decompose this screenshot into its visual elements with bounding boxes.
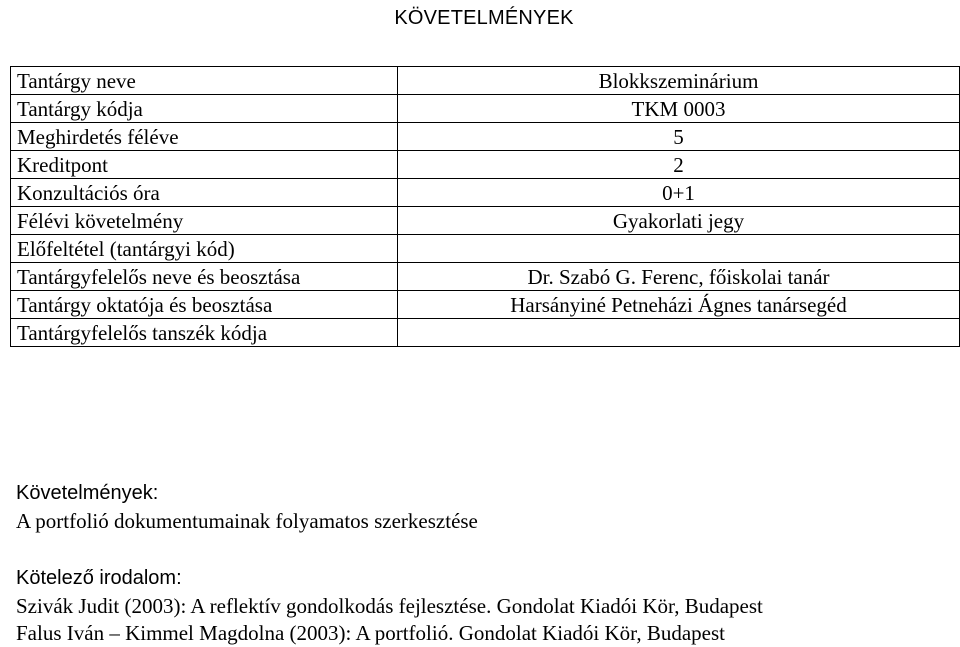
requirements-text: A portfolió dokumentumainak folyamatos szerkesztése [16, 509, 478, 533]
table-row [11, 67, 960, 95]
course-info-table [10, 66, 960, 347]
row-value: Blokkszeminárium [398, 67, 960, 95]
table-row [11, 235, 960, 263]
literature-heading: Kötelező irodalom: [16, 567, 182, 589]
literature-item: Falus Iván – Kimmel Magdolna (2003): A portfolió. Gondolat Kiadói Kör, Budapest [16, 621, 725, 645]
table-row [11, 263, 960, 291]
row-label: Tantárgy neve [11, 67, 398, 95]
row-value: Dr. Szabó G. Ferenc, főiskolai tanár [398, 263, 960, 291]
row-label: Előfeltétel (tantárgyi kód) [11, 235, 398, 263]
row-value: 5 [398, 123, 960, 151]
row-label: Konzultációs óra [11, 179, 398, 207]
table-row [11, 319, 960, 347]
table-row [11, 95, 960, 123]
row-value: 2 [398, 151, 960, 179]
row-value [398, 319, 960, 347]
row-value: Harsányiné Petneházi Ágnes tanársegéd [398, 291, 960, 319]
row-label: Tantárgyfelelős tanszék kódja [11, 319, 398, 347]
row-value: 0+1 [398, 179, 960, 207]
table-row [11, 151, 960, 179]
table-row [11, 179, 960, 207]
literature-item: Szivák Judit (2003): A reflektív gondolkodás fejlesztése. Gondolat Kiadói Kör, Budapest [16, 594, 763, 618]
row-value [398, 235, 960, 263]
row-label: Félévi követelmény [11, 207, 398, 235]
table-row [11, 291, 960, 319]
table-row [11, 207, 960, 235]
page-title: KÖVETELMÉNYEK [394, 7, 574, 29]
row-label: Tantárgyfelelős neve és beosztása [11, 263, 398, 291]
row-label: Kreditpont [11, 151, 398, 179]
requirements-heading: Követelmények: [16, 482, 159, 504]
row-value: TKM 0003 [398, 95, 960, 123]
row-label: Tantárgy oktatója és beosztása [11, 291, 398, 319]
row-label: Meghirdetés féléve [11, 123, 398, 151]
row-label: Tantárgy kódja [11, 95, 398, 123]
table-row [11, 123, 960, 151]
row-value: Gyakorlati jegy [398, 207, 960, 235]
